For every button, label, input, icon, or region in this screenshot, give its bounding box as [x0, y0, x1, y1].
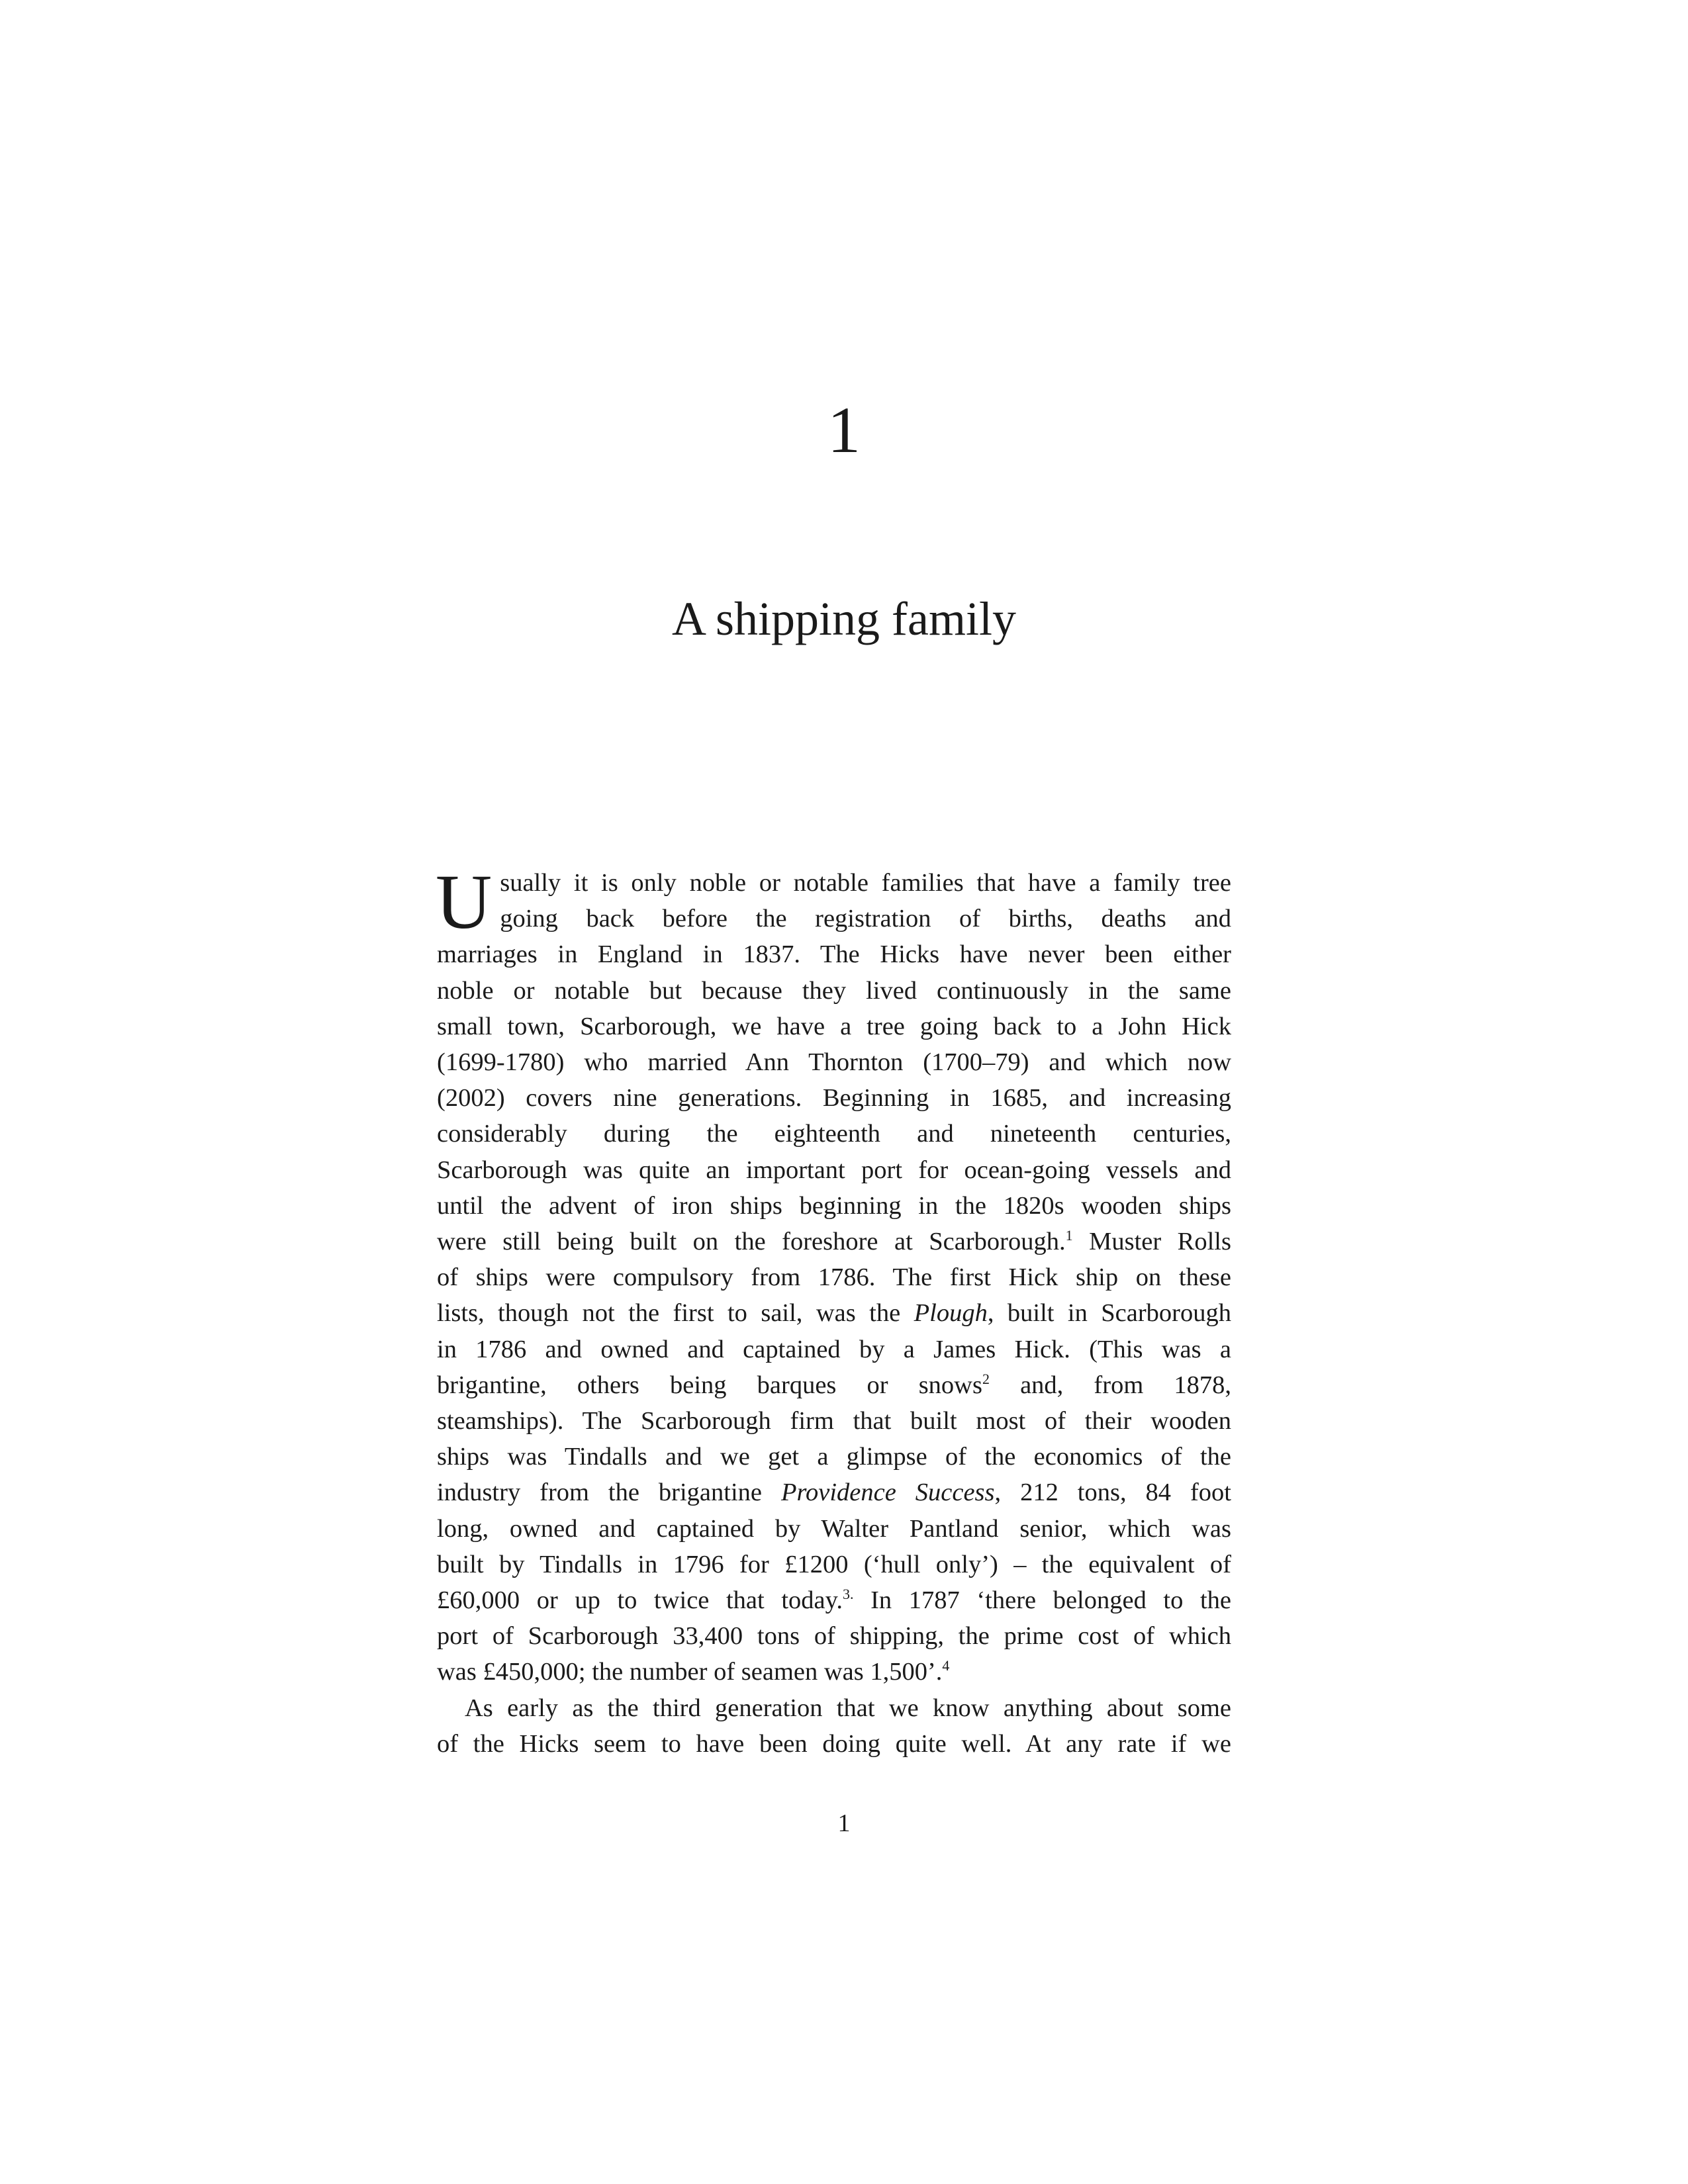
text-segment: industry from the brigantine: [437, 1479, 781, 1507]
text-line: steamships). The Scarborough firm that built most of their wooden: [437, 1407, 1231, 1435]
text-line: [437, 1295, 1231, 1331]
text-line: [437, 1475, 1231, 1510]
chapter-title: A shipping family: [672, 592, 1016, 645]
paragraph-1: [436, 858, 1232, 1690]
text-line: considerably during the eighteenth and nineteenth centuries,: [437, 1120, 1231, 1148]
page-number: 1: [837, 1809, 851, 1837]
text-line: marriages in England in 1837. The Hicks have never been either: [437, 940, 1231, 969]
text-line: Scarborough was quite an important port for ocean-going vessels and: [437, 1156, 1231, 1184]
text-segment: lists, though not the first to sail, was the: [437, 1299, 914, 1328]
text-segment: was £450,000; the number of seamen was 1,500’.: [437, 1658, 943, 1686]
text-segment: brigantine, others being barques or snows: [437, 1371, 982, 1399]
text-line: sually it is only noble or notable families that have a family tree: [500, 869, 1231, 897]
text-line: (2002) covers nine generations. Beginning in 1685, and increasing: [437, 1084, 1231, 1113]
footnote-ref-2: 2: [982, 1370, 990, 1387]
text-segment: Muster Rolls: [1072, 1228, 1231, 1256]
text-segment: , built in Scarborough: [987, 1299, 1231, 1328]
text-line: long, owned and captained by Walter Pantland senior, which was: [437, 1514, 1231, 1543]
text-line: ships was Tindalls and we get a glimpse of the economics of the: [437, 1443, 1231, 1471]
text-line: (1699-1780) who married Ann Thornton (1700–79) and which now: [437, 1048, 1231, 1077]
text-segment: In 1787 ‘there belonged to the: [853, 1586, 1231, 1615]
text-line: of ships were compulsory from 1786. The first Hick ship on these: [437, 1263, 1231, 1292]
text-line: small town, Scarborough, we have a tree going back to a John Hick: [437, 1012, 1231, 1040]
text-line: of the Hicks seem to have been doing quite well. At any rate if we: [437, 1729, 1231, 1758]
text-line: port of Scarborough 33,400 tons of shipping, the prime cost of which: [437, 1622, 1231, 1651]
footnote-ref-1: 1: [1065, 1227, 1073, 1244]
text-line: [437, 1224, 1231, 1259]
ship-name-plough: Plough: [914, 1299, 988, 1328]
text-segment: were still being built on the foreshore at Scarborough.: [437, 1228, 1066, 1256]
text-segment: £60,000 or up to twice that today.: [437, 1586, 843, 1615]
footnote-ref-3: 3.: [842, 1586, 854, 1603]
paragraph-2: [437, 1690, 1231, 1762]
text-line: until the advent of iron ships beginning in the 1820s wooden ships: [437, 1191, 1231, 1220]
text-line: in 1786 and owned and captained by a James Hick. (This was a: [437, 1335, 1231, 1363]
text-segment: and, from 1878,: [989, 1371, 1232, 1399]
text-line: [437, 1654, 1231, 1690]
text-segment: , 212 tons, 84 foot: [994, 1479, 1232, 1507]
text-line: going back before the registration of births, deaths and: [500, 905, 1231, 933]
ship-name-providence-success: Providence Success: [780, 1479, 995, 1507]
text-line: noble or notable but because they lived continuously in the same: [437, 976, 1231, 1005]
text-line: built by Tindalls in 1796 for £1200 (‘hull only’) – the equivalent of: [437, 1550, 1231, 1578]
text-line: [437, 1582, 1231, 1618]
text-line: As early as the third generation that we know anything about some: [465, 1694, 1231, 1722]
drop-cap: U: [436, 858, 492, 945]
body-text: [436, 858, 1232, 1762]
footnote-ref-4: 4: [942, 1657, 950, 1674]
text-line: [437, 1367, 1231, 1403]
chapter-number: 1: [827, 393, 861, 467]
